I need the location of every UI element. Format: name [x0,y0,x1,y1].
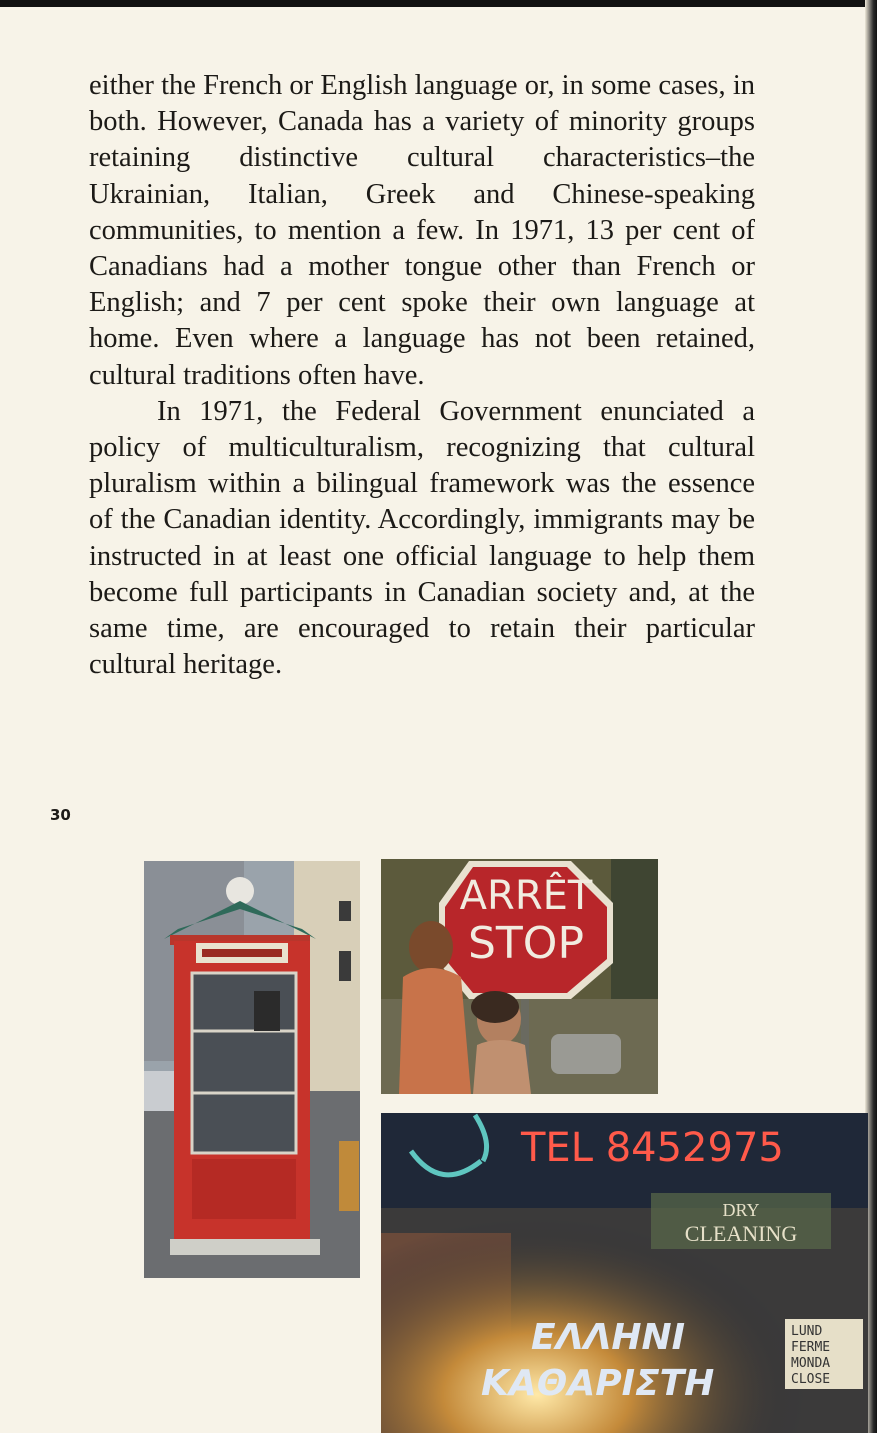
greek-sign-line-1: ΕΛΛΗΝΙ [531,1317,685,1358]
phone-number-sign: TEL 8452975 [521,1125,784,1171]
stop-sign-photo [381,859,658,1094]
stop-sign-illustration [381,859,658,1094]
stop-sign-text-en: STOP [468,918,584,969]
top-edge [0,0,877,7]
closed-sign-line-1: LUND [791,1324,823,1339]
body-text [89,68,755,683]
greek-sign-line-2: ΚΑΘΑΡΙΣΤΗ [481,1363,715,1404]
page-number: 30 [50,806,71,824]
paragraph: In 1971, the Federal Government enunciated a policy of multiculturalism, recognizing that cultural pluralism within a bilingual framework was the essence of the Canadian identity. Accordingly, immigrants may be instructed in at least one official language to help them become full participants in Canadian society and, at the same time, are encouraged to retain their particular cultural heritage. [89,395,755,681]
dry-cleaning-sign-bottom: CLEANING [684,1221,798,1246]
closed-sign-line-2: FERME [791,1340,831,1355]
phone-booth-photo [144,861,360,1278]
dry-cleaning-sign-top: DRY [722,1200,760,1220]
storefront-photo [381,1113,868,1433]
stop-sign-text-fr: ARRÊT [459,873,593,919]
paragraph: either the French or English language or, in some cases, in both. However, Canada has a variety of minority groups retaining distinctive cultural characteristics–the Ukrainian, Italian, Greek and Chinese-speaking communities, to mention a few. In 1971, 13 per cent of Canadians had a mother tongue other than French or English; and 7 per cent spoke their own language at home. Even where a language has not been retained, cultural traditions often have. [89,70,755,391]
phone-booth-illustration [144,861,360,1278]
closed-sign-line-3: MONDA [791,1356,831,1371]
storefront-illustration [381,1113,868,1433]
closed-sign-line-4: CLOSE [791,1372,831,1387]
